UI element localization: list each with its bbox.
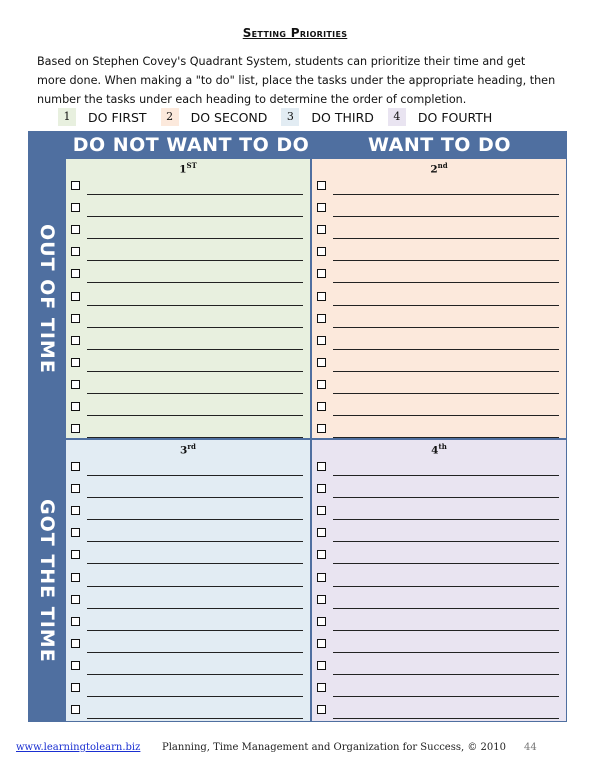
task-line	[317, 374, 559, 396]
priority-legend	[58, 106, 506, 128]
task-write-line[interactable]	[87, 497, 303, 498]
task-line	[317, 308, 559, 330]
task-checkbox[interactable]	[71, 314, 80, 323]
quadrant-2-label: 2nd	[430, 161, 448, 176]
task-checkbox[interactable]	[317, 424, 326, 433]
task-checkbox[interactable]	[71, 358, 80, 367]
footer-website-link[interactable]: www.learningtolearn.biz	[16, 742, 141, 753]
task-write-line[interactable]	[333, 608, 559, 609]
task-line	[71, 263, 303, 285]
task-line	[317, 219, 559, 241]
task-line	[71, 197, 303, 219]
task-checkbox[interactable]	[317, 617, 326, 626]
task-write-line[interactable]	[87, 305, 303, 306]
quadrant-1-label: 1ST	[179, 161, 197, 176]
task-write-line[interactable]	[87, 696, 303, 697]
task-checkbox[interactable]	[71, 573, 80, 582]
task-write-line[interactable]	[87, 393, 303, 394]
task-line	[71, 500, 303, 522]
task-line	[317, 330, 559, 352]
task-checkbox[interactable]	[71, 181, 80, 190]
task-write-line[interactable]	[87, 371, 303, 372]
task-line	[71, 655, 303, 677]
task-write-line[interactable]	[87, 630, 303, 631]
task-checkbox[interactable]	[71, 380, 80, 389]
task-write-line[interactable]	[333, 630, 559, 631]
task-checkbox[interactable]	[71, 639, 80, 648]
quadrant-4-label: 4th	[431, 442, 447, 457]
task-checkbox[interactable]	[317, 661, 326, 670]
task-line	[71, 330, 303, 352]
task-write-line[interactable]	[87, 541, 303, 542]
task-write-line[interactable]	[87, 238, 303, 239]
quadrant-3	[66, 440, 310, 721]
task-checkbox[interactable]	[71, 462, 80, 471]
task-write-line[interactable]	[333, 260, 559, 261]
task-checkbox[interactable]	[317, 506, 326, 515]
task-checkbox[interactable]	[71, 617, 80, 626]
column-header-want: WANT TO DO	[368, 134, 511, 156]
task-write-line[interactable]	[333, 238, 559, 239]
task-checkbox[interactable]	[317, 358, 326, 367]
quadrant-3-label: 3rd	[180, 442, 196, 457]
legend-num-1: 1	[58, 108, 76, 126]
task-write-line[interactable]	[333, 282, 559, 283]
task-line	[317, 197, 559, 219]
task-write-line[interactable]	[87, 216, 303, 217]
task-line	[71, 611, 303, 633]
task-line	[317, 418, 559, 440]
task-checkbox[interactable]	[317, 247, 326, 256]
task-line	[317, 699, 559, 721]
task-line	[71, 677, 303, 699]
page-title: Setting Priorities	[242, 26, 348, 40]
task-checkbox[interactable]	[317, 550, 326, 559]
task-write-line[interactable]	[333, 216, 559, 217]
task-write-line[interactable]	[333, 305, 559, 306]
task-checkbox[interactable]	[71, 484, 80, 493]
task-write-line[interactable]	[87, 718, 303, 719]
task-line	[317, 286, 559, 308]
task-line	[317, 175, 559, 197]
task-checkbox[interactable]	[317, 314, 326, 323]
task-write-line[interactable]	[333, 519, 559, 520]
task-write-line[interactable]	[333, 696, 559, 697]
task-write-line[interactable]	[333, 437, 559, 438]
task-checkbox[interactable]	[317, 292, 326, 301]
task-checkbox[interactable]	[71, 336, 80, 345]
task-write-line[interactable]	[333, 563, 559, 564]
task-line	[317, 677, 559, 699]
task-line	[317, 544, 559, 566]
quadrant-2	[312, 159, 566, 438]
task-line	[317, 611, 559, 633]
task-checkbox[interactable]	[71, 528, 80, 537]
task-checkbox[interactable]	[71, 506, 80, 515]
row-header-got-the-time	[28, 439, 66, 722]
task-line	[71, 699, 303, 721]
task-line	[71, 418, 303, 440]
task-line	[317, 567, 559, 589]
task-write-line[interactable]	[333, 718, 559, 719]
task-line	[71, 633, 303, 655]
task-checkbox[interactable]	[317, 380, 326, 389]
task-line	[71, 219, 303, 241]
task-write-line[interactable]	[333, 674, 559, 675]
task-line	[71, 374, 303, 396]
quadrant-4	[312, 440, 566, 721]
task-write-line[interactable]	[333, 497, 559, 498]
task-write-line[interactable]	[87, 674, 303, 675]
task-checkbox[interactable]	[317, 528, 326, 537]
task-line	[71, 308, 303, 330]
task-checkbox[interactable]	[71, 550, 80, 559]
task-line	[317, 589, 559, 611]
task-line	[71, 175, 303, 197]
legend-label-2: DO SECOND	[190, 109, 268, 125]
task-line	[71, 456, 303, 478]
task-write-line[interactable]	[87, 327, 303, 328]
task-line	[317, 478, 559, 500]
row-header-out-of-time-label: OUT OF TIME	[36, 224, 58, 374]
legend-num-4: 4	[388, 108, 406, 126]
legend-num-3: 3	[281, 108, 299, 126]
task-checkbox[interactable]	[317, 203, 326, 212]
task-write-line[interactable]	[87, 475, 303, 476]
task-checkbox[interactable]	[317, 639, 326, 648]
task-write-line[interactable]	[87, 586, 303, 587]
task-line	[317, 396, 559, 418]
task-checkbox[interactable]	[71, 661, 80, 670]
task-write-line[interactable]	[87, 415, 303, 416]
task-line	[317, 241, 559, 263]
task-write-line[interactable]	[333, 393, 559, 394]
task-write-line[interactable]	[87, 194, 303, 195]
task-line	[317, 263, 559, 285]
task-checkbox[interactable]	[317, 595, 326, 604]
legend-label-3: DO THIRD	[311, 109, 374, 125]
task-checkbox[interactable]	[71, 705, 80, 714]
task-write-line[interactable]	[333, 652, 559, 653]
task-checkbox[interactable]	[317, 225, 326, 234]
task-line	[71, 478, 303, 500]
task-checkbox[interactable]	[71, 269, 80, 278]
task-write-line[interactable]	[87, 282, 303, 283]
task-line	[71, 286, 303, 308]
task-line	[317, 500, 559, 522]
task-checkbox[interactable]	[317, 181, 326, 190]
legend-num-2: 2	[161, 108, 179, 126]
task-write-line[interactable]	[87, 608, 303, 609]
task-write-line[interactable]	[333, 327, 559, 328]
task-line	[317, 352, 559, 374]
footer-copyright: Planning, Time Management and Organization for Success, © 2010	[162, 742, 506, 753]
task-line	[71, 352, 303, 374]
intro-paragraph: Based on Stephen Covey's Quadrant System, students can prioritize their time and get more done. When making a "to do" list, place the tasks under the appropriate heading, then number the tasks under each heading to determine the order of completion.	[37, 55, 556, 106]
task-write-line[interactable]	[87, 260, 303, 261]
row-header-out-of-time	[28, 159, 66, 439]
task-line	[71, 544, 303, 566]
task-write-line[interactable]	[333, 586, 559, 587]
task-checkbox[interactable]	[71, 292, 80, 301]
task-checkbox[interactable]	[317, 705, 326, 714]
legend-label-1: DO FIRST	[88, 109, 147, 125]
task-checkbox[interactable]	[71, 225, 80, 234]
page-number: 44	[524, 742, 537, 753]
task-write-line[interactable]	[87, 652, 303, 653]
quadrant-1	[66, 159, 310, 438]
task-write-line[interactable]	[87, 563, 303, 564]
task-line	[71, 567, 303, 589]
task-checkbox[interactable]	[317, 269, 326, 278]
task-checkbox[interactable]	[71, 683, 80, 692]
task-write-line[interactable]	[333, 349, 559, 350]
legend-label-4: DO FOURTH	[417, 109, 493, 125]
column-header-do-not-want: DO NOT WANT TO DO	[72, 134, 310, 156]
task-checkbox[interactable]	[71, 595, 80, 604]
task-checkbox[interactable]	[71, 247, 80, 256]
task-checkbox[interactable]	[71, 402, 80, 411]
page-footer	[16, 742, 576, 753]
task-write-line[interactable]	[87, 437, 303, 438]
task-write-line[interactable]	[87, 349, 303, 350]
task-write-line[interactable]	[333, 415, 559, 416]
task-checkbox[interactable]	[317, 683, 326, 692]
task-write-line[interactable]	[333, 371, 559, 372]
task-line	[71, 522, 303, 544]
task-line	[317, 456, 559, 478]
row-header-got-the-time-label: GOT THE TIME	[36, 498, 58, 663]
task-checkbox[interactable]	[317, 462, 326, 471]
task-line	[71, 589, 303, 611]
task-write-line[interactable]	[333, 541, 559, 542]
task-checkbox[interactable]	[317, 336, 326, 345]
task-checkbox[interactable]	[317, 402, 326, 411]
task-write-line[interactable]	[87, 519, 303, 520]
task-checkbox[interactable]	[317, 484, 326, 493]
task-line	[317, 633, 559, 655]
task-checkbox[interactable]	[317, 573, 326, 582]
task-line	[317, 655, 559, 677]
task-line	[71, 396, 303, 418]
task-line	[317, 522, 559, 544]
task-write-line[interactable]	[333, 475, 559, 476]
task-checkbox[interactable]	[71, 203, 80, 212]
task-checkbox[interactable]	[71, 424, 80, 433]
task-line	[71, 241, 303, 263]
task-write-line[interactable]	[333, 194, 559, 195]
